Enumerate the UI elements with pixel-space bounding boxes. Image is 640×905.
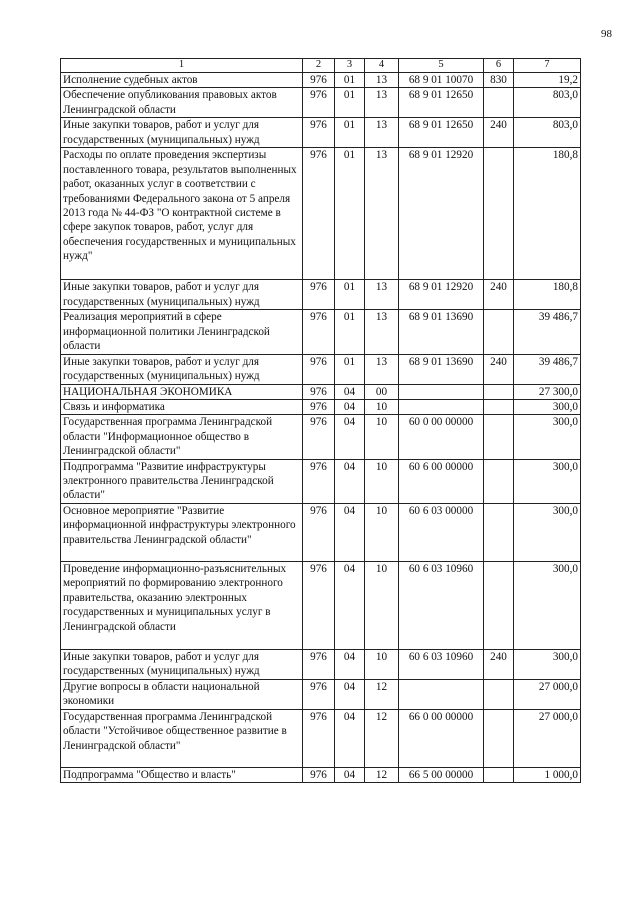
table-row	[61, 73, 581, 88]
row-target: 60 0 00 00000	[399, 415, 484, 459]
row-name: Другие вопросы в области национальной экономики	[61, 679, 303, 709]
table-row	[61, 767, 581, 782]
row-section: 04	[335, 767, 365, 782]
row-type: 240	[484, 118, 514, 148]
row-type	[484, 310, 514, 354]
row-target: 60 6 03 10960	[399, 561, 484, 649]
row-target: 68 9 01 12650	[399, 118, 484, 148]
header-row	[61, 59, 581, 73]
row-section: 01	[335, 88, 365, 118]
row-name: Основное мероприятие "Развитие информационной инфраструктуры электронного правительства Ленинградской области"	[61, 503, 303, 561]
header-amount: 7	[514, 59, 581, 73]
table-row	[61, 503, 581, 561]
table-row	[61, 118, 581, 148]
row-section: 04	[335, 415, 365, 459]
row-name: Подпрограмма "Общество и власть"	[61, 767, 303, 782]
row-type	[484, 503, 514, 561]
row-section: 01	[335, 280, 365, 310]
row-name: Расходы по оплате проведения экспертизы поставленного товара, результатов выполненных работ, оказанных услуг в соответствии с требованиями Федерального закона от 5 апреля 2013 года № 44-ФЗ "О контрактной системе в сфере закупок товаров, работ, услуг для обеспечения государственных и муниципальных нужд"	[61, 148, 303, 280]
row-target: 60 6 03 10960	[399, 649, 484, 679]
row-target: 68 9 01 10070	[399, 73, 484, 88]
row-target: 60 6 00 00000	[399, 459, 484, 503]
row-subsection: 10	[365, 649, 399, 679]
row-org: 976	[303, 767, 335, 782]
row-org: 976	[303, 400, 335, 415]
row-subsection: 13	[365, 148, 399, 280]
row-name: Обеспечение опубликования правовых актов Ленинградской области	[61, 88, 303, 118]
header-subsection: 4	[365, 59, 399, 73]
row-target: 68 9 01 12650	[399, 88, 484, 118]
row-name: Подпрограмма "Развитие инфраструктуры электронного правительства Ленинградской области"	[61, 459, 303, 503]
row-org: 976	[303, 384, 335, 399]
row-section: 01	[335, 354, 365, 384]
row-amount: 300,0	[514, 415, 581, 459]
row-target	[399, 384, 484, 399]
row-target	[399, 400, 484, 415]
table-row	[61, 148, 581, 280]
row-subsection: 13	[365, 73, 399, 88]
row-amount: 300,0	[514, 649, 581, 679]
row-section: 04	[335, 561, 365, 649]
row-org: 976	[303, 415, 335, 459]
row-name: НАЦИОНАЛЬНАЯ ЭКОНОМИКА	[61, 384, 303, 399]
row-target: 68 9 01 13690	[399, 354, 484, 384]
row-section: 04	[335, 709, 365, 767]
row-section: 04	[335, 679, 365, 709]
row-org: 976	[303, 503, 335, 561]
row-subsection: 12	[365, 679, 399, 709]
row-name: Связь и информатика	[61, 400, 303, 415]
row-name: Исполнение судебных актов	[61, 73, 303, 88]
row-type: 240	[484, 280, 514, 310]
row-org: 976	[303, 679, 335, 709]
row-section: 04	[335, 400, 365, 415]
row-name: Проведение информационно-разъяснительных мероприятий по формированию электронного правительства, оказанию электронных государственных и муниципальных услуг в Ленинградской области	[61, 561, 303, 649]
row-subsection: 10	[365, 459, 399, 503]
row-amount: 1 000,0	[514, 767, 581, 782]
row-section: 04	[335, 459, 365, 503]
row-type	[484, 709, 514, 767]
table-row	[61, 384, 581, 399]
row-target: 66 5 00 00000	[399, 767, 484, 782]
row-type	[484, 415, 514, 459]
page-number: 98	[601, 28, 612, 40]
header-name: 1	[61, 59, 303, 73]
row-amount: 300,0	[514, 400, 581, 415]
row-amount: 803,0	[514, 88, 581, 118]
row-subsection: 13	[365, 88, 399, 118]
row-section: 01	[335, 118, 365, 148]
row-org: 976	[303, 354, 335, 384]
row-subsection: 10	[365, 415, 399, 459]
row-amount: 27 000,0	[514, 709, 581, 767]
row-section: 01	[335, 73, 365, 88]
table-row	[61, 649, 581, 679]
row-subsection: 13	[365, 118, 399, 148]
row-target: 68 9 01 13690	[399, 310, 484, 354]
row-subsection: 10	[365, 400, 399, 415]
row-amount: 39 486,7	[514, 354, 581, 384]
row-type: 830	[484, 73, 514, 88]
row-org: 976	[303, 709, 335, 767]
row-name: Реализация мероприятий в сфере информационной политики Ленинградской области	[61, 310, 303, 354]
row-name: Государственная программа Ленинградской области "Информационное общество в Ленинградской области"	[61, 415, 303, 459]
row-type: 240	[484, 354, 514, 384]
row-org: 976	[303, 280, 335, 310]
row-subsection: 13	[365, 280, 399, 310]
row-org: 976	[303, 118, 335, 148]
row-org: 976	[303, 561, 335, 649]
row-amount: 180,8	[514, 148, 581, 280]
row-name: Иные закупки товаров, работ и услуг для государственных (муниципальных) нужд	[61, 280, 303, 310]
row-section: 04	[335, 384, 365, 399]
row-type	[484, 88, 514, 118]
row-name: Государственная программа Ленинградской области "Устойчивое общественное развитие в Ленинградской области"	[61, 709, 303, 767]
row-org: 976	[303, 310, 335, 354]
row-section: 01	[335, 148, 365, 280]
row-target: 68 9 01 12920	[399, 148, 484, 280]
row-amount: 27 300,0	[514, 384, 581, 399]
header-section: 3	[335, 59, 365, 73]
row-name: Иные закупки товаров, работ и услуг для государственных (муниципальных) нужд	[61, 118, 303, 148]
row-amount: 180,8	[514, 280, 581, 310]
header-type: 6	[484, 59, 514, 73]
row-section: 04	[335, 503, 365, 561]
header-target: 5	[399, 59, 484, 73]
row-type: 240	[484, 649, 514, 679]
table-row	[61, 679, 581, 709]
table-row	[61, 354, 581, 384]
row-target: 68 9 01 12920	[399, 280, 484, 310]
row-subsection: 12	[365, 709, 399, 767]
row-amount: 300,0	[514, 503, 581, 561]
row-subsection: 13	[365, 310, 399, 354]
row-target: 66 0 00 00000	[399, 709, 484, 767]
row-type	[484, 384, 514, 399]
table-row	[61, 459, 581, 503]
budget-table	[60, 58, 581, 783]
row-target: 60 6 03 00000	[399, 503, 484, 561]
row-amount: 300,0	[514, 459, 581, 503]
row-section: 04	[335, 649, 365, 679]
row-amount: 27 000,0	[514, 679, 581, 709]
row-subsection: 13	[365, 354, 399, 384]
row-subsection: 10	[365, 503, 399, 561]
row-org: 976	[303, 88, 335, 118]
table-row	[61, 280, 581, 310]
row-type	[484, 400, 514, 415]
table-row	[61, 561, 581, 649]
row-amount: 803,0	[514, 118, 581, 148]
row-type	[484, 148, 514, 280]
row-name: Иные закупки товаров, работ и услуг для государственных (муниципальных) нужд	[61, 354, 303, 384]
row-target	[399, 679, 484, 709]
row-section: 01	[335, 310, 365, 354]
table-row	[61, 88, 581, 118]
row-org: 976	[303, 649, 335, 679]
table-row	[61, 709, 581, 767]
row-amount: 39 486,7	[514, 310, 581, 354]
table-row	[61, 400, 581, 415]
row-amount: 300,0	[514, 561, 581, 649]
table-row	[61, 310, 581, 354]
row-subsection: 00	[365, 384, 399, 399]
row-type	[484, 561, 514, 649]
row-subsection: 12	[365, 767, 399, 782]
row-org: 976	[303, 459, 335, 503]
row-org: 976	[303, 148, 335, 280]
row-name: Иные закупки товаров, работ и услуг для государственных (муниципальных) нужд	[61, 649, 303, 679]
row-subsection: 10	[365, 561, 399, 649]
row-org: 976	[303, 73, 335, 88]
table-row	[61, 415, 581, 459]
row-type	[484, 767, 514, 782]
row-type	[484, 459, 514, 503]
header-org: 2	[303, 59, 335, 73]
row-amount: 19,2	[514, 73, 581, 88]
row-type	[484, 679, 514, 709]
